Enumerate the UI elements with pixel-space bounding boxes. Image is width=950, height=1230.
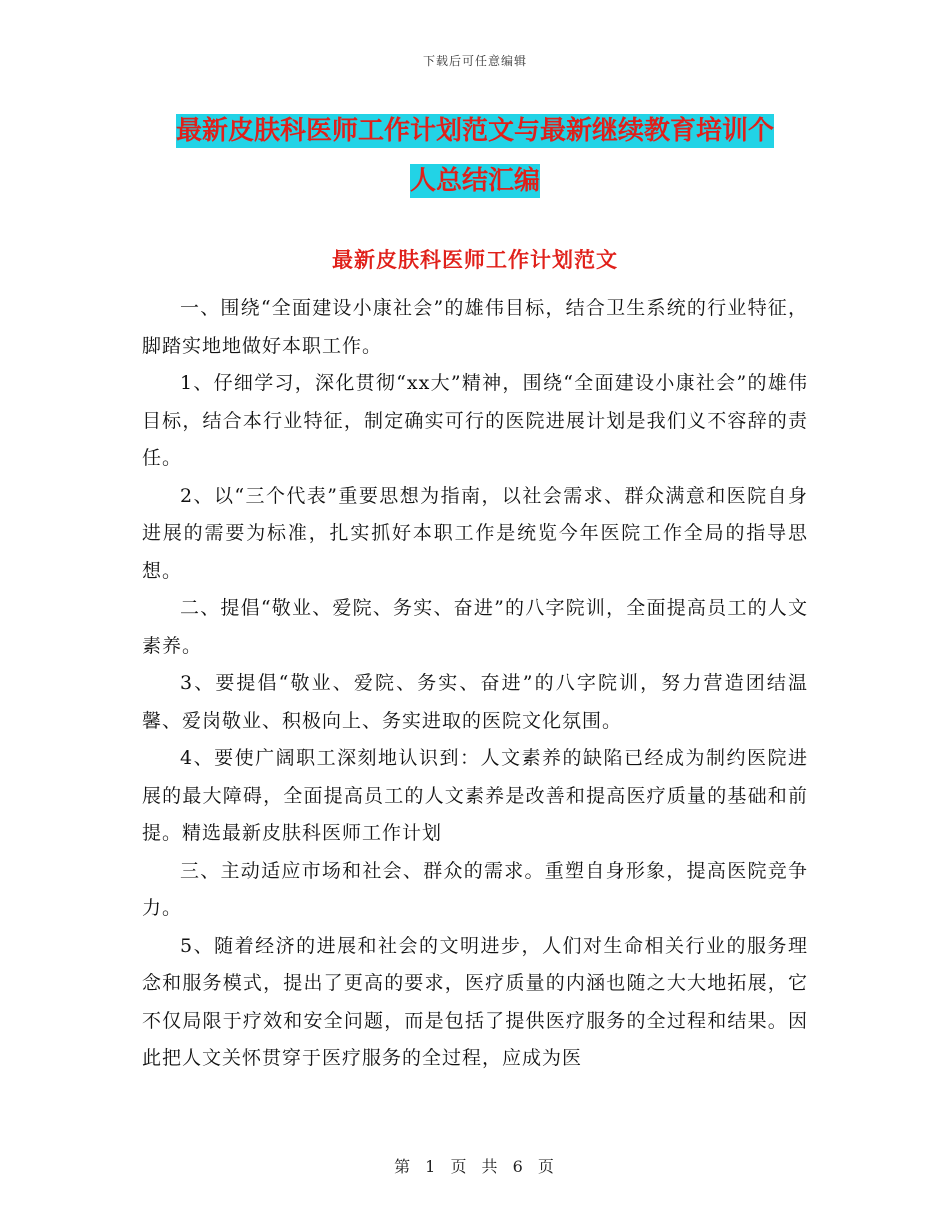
title-line-1: 最新皮肤科医师工作计划范文与最新继续教育培训个 <box>175 116 774 146</box>
page-footer: 第 1 页 共 6 页 <box>394 1157 556 1176</box>
title-line-2: 人总结汇编 <box>409 166 540 196</box>
paragraph: 三、主动适应市场和社会、群众的需求。重塑自身形象，提高医院竞争力。 <box>142 859 808 919</box>
paragraph: 2、以“三个代表”重要思想为指南，以社会需求、群众满意和医院自身进展的需要为标准，扎实抓好本职工作是统览今年医院工作全局的指导思想。 <box>142 484 808 582</box>
paragraph: 5、随着经济的进展和社会的文明进步，人们对生命相关行业的服务理念和服务模式，提出了更高的要求，医疗质量的内涵也随之大大地拓展，它不仅局限于疗效和安全问题，而是包括了提供医疗服务的全过程和结果。因此把人文关怀贯穿于医疗服务的全过程，应成为医 <box>142 934 808 1069</box>
paragraph: 3、要提倡“敬业、爱院、务实、奋进”的八字院训，努力营造团结温馨、爱岗敬业、积极向上、务实进取的医院文化氛围。 <box>142 672 808 732</box>
paragraph: 4、要使广阔职工深刻地认识到：人文素养的缺陷已经成为制约医院进展的最大障碍，全面提高员工的人文素养是改善和提高医疗质量的基础和前提。精选最新皮肤科医师工作计划 <box>142 747 808 844</box>
paragraph: 一、围绕“全面建设小康社会”的雄伟目标，结合卫生系统的行业特征，脚踏实地地做好本职工作。 <box>142 297 808 357</box>
section-title: 最新皮肤科医师工作计划范文 <box>332 248 618 272</box>
paragraph: 二、提倡“敬业、爱院、务实、奋进”的八字院训，全面提高员工的人文素养。 <box>142 597 808 657</box>
document-body <box>142 290 808 1078</box>
paragraph: 1、仔细学习，深化贯彻“xx大”精神，围绕“全面建设小康社会”的雄伟目标，结合本行业特征，制定确实可行的医院进展计划是我们义不容辞的责任。 <box>142 372 808 469</box>
header-note: 下载后可任意编辑 <box>422 54 527 68</box>
document-title <box>120 106 830 206</box>
